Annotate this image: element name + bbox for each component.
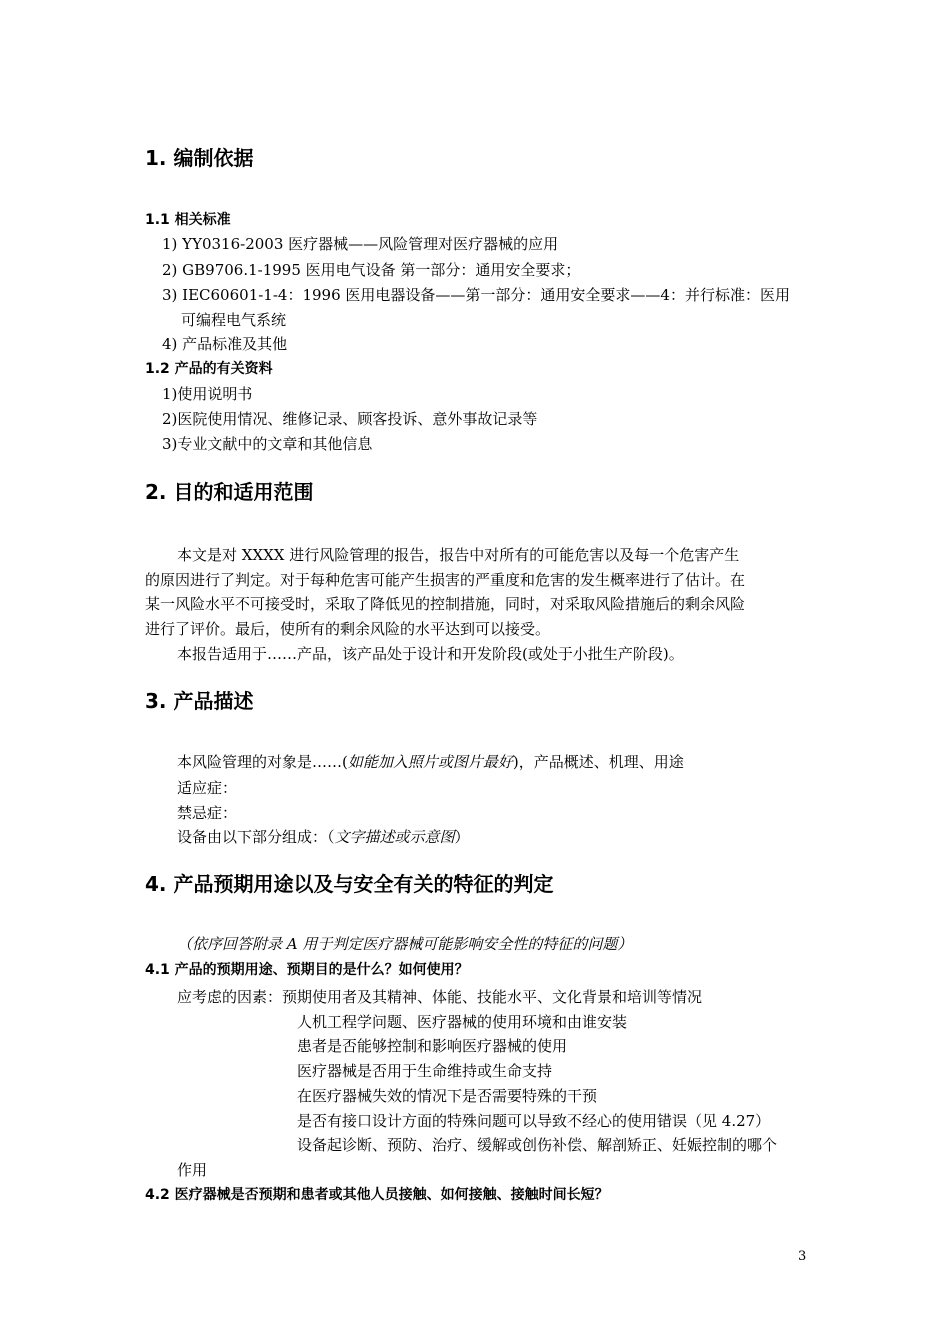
standard-item: 2) GB9706.1-1995 医用电气设备 第一部分：通用安全要求； xyxy=(162,261,581,279)
factor-item: 患者是否能够控制和影响医疗器械的使用 xyxy=(297,1037,568,1055)
components-line: 设备由以下部分组成：（文字描述或示意图） xyxy=(177,828,470,846)
section-2-heading: 2. 目的和适用范围 xyxy=(145,480,314,504)
standard-item: 3) IEC60601-1-4：1996 医用电器设备——第一部分：通用安全要求——4：并行标准：医用 xyxy=(162,286,790,304)
factor-item: 是否有接口设计方面的特殊问题可以导致不经心的使用错误（见 4.27） xyxy=(297,1112,771,1130)
factor-item: 设备起诊断、预防、治疗、缓解或创伤补偿、解剖矫正、妊娠控制的哪个 xyxy=(297,1136,778,1154)
scope-paragraph xyxy=(145,543,810,642)
section-1-2-heading: 1.2 产品的有关资料 xyxy=(145,361,273,377)
indications-line: 适应症： xyxy=(177,779,238,797)
scope-line: 进行了评价。最后，使所有的剩余风险的水平达到可以接受。 xyxy=(145,620,551,639)
applicability-paragraph: 本报告适用于……产品，该产品处于设计和开发阶段(或处于小批生产阶段)。 xyxy=(177,645,684,663)
factor-item: 医疗器械是否用于生命维持或生命支持 xyxy=(297,1062,553,1080)
material-item: 2)医院使用情况、维修记录、顾客投诉、意外事故记录等 xyxy=(162,410,538,428)
scope-line: 本文是对 XXXX 进行风险管理的报告，报告中对所有的可能危害以及每一个危害产生 xyxy=(177,546,740,564)
section-1-1-heading: 1.1 相关标准 xyxy=(145,212,231,228)
section-1-heading: 1. 编制依据 xyxy=(145,146,254,170)
page-number: 3 xyxy=(798,1249,807,1264)
product-object-line: 本风险管理的对象是……(如能加入照片或图片最好)，产品概述、机理、用途 xyxy=(177,753,684,771)
scope-line: 的原因进行了判定。对于每种危害可能产生损害的严重度和危害的发生概率进行了估计。在 xyxy=(145,570,746,589)
annex-note: （依序回答附录 A 用于判定医疗器械可能影响安全性的特征的问题） xyxy=(177,935,633,953)
section-4-heading: 4. 产品预期用途以及与安全有关的特征的判定 xyxy=(145,872,554,896)
section-4-2-heading: 4.2 医疗器械是否预期和患者或其他人员接触、如何接触、接触时间长短？ xyxy=(145,1187,609,1203)
factors-label-line: 应考虑的因素：预期使用者及其精神、体能、技能水平、文化背景和培训等情况 xyxy=(177,988,703,1006)
factor-item: 在医疗器械失效的情况下是否需要特殊的干预 xyxy=(297,1087,598,1105)
material-item: 1)使用说明书 xyxy=(162,385,253,403)
factor-item-continuation: 作用 xyxy=(177,1161,208,1179)
contraindications-line: 禁忌症： xyxy=(177,804,238,822)
factor-item: 人机工程学问题、医疗器械的使用环境和由谁安装 xyxy=(297,1013,628,1031)
scope-line: 某一风险水平不可接受时，采取了降低见的控制措施，同时，对采取风险措施后的剩余风险 xyxy=(145,595,746,614)
section-3-heading: 3. 产品描述 xyxy=(145,689,254,713)
material-item: 3)专业文献中的文章和其他信息 xyxy=(162,435,373,453)
standard-item: 4) 产品标准及其他 xyxy=(162,335,288,353)
standard-item: 1) YY0316-2003 医疗器械——风险管理对医疗器械的应用 xyxy=(162,235,559,253)
section-4-1-heading: 4.1 产品的预期用途、预期目的是什么？如何使用？ xyxy=(145,962,469,978)
standard-item-continuation: 可编程电气系统 xyxy=(181,311,287,329)
